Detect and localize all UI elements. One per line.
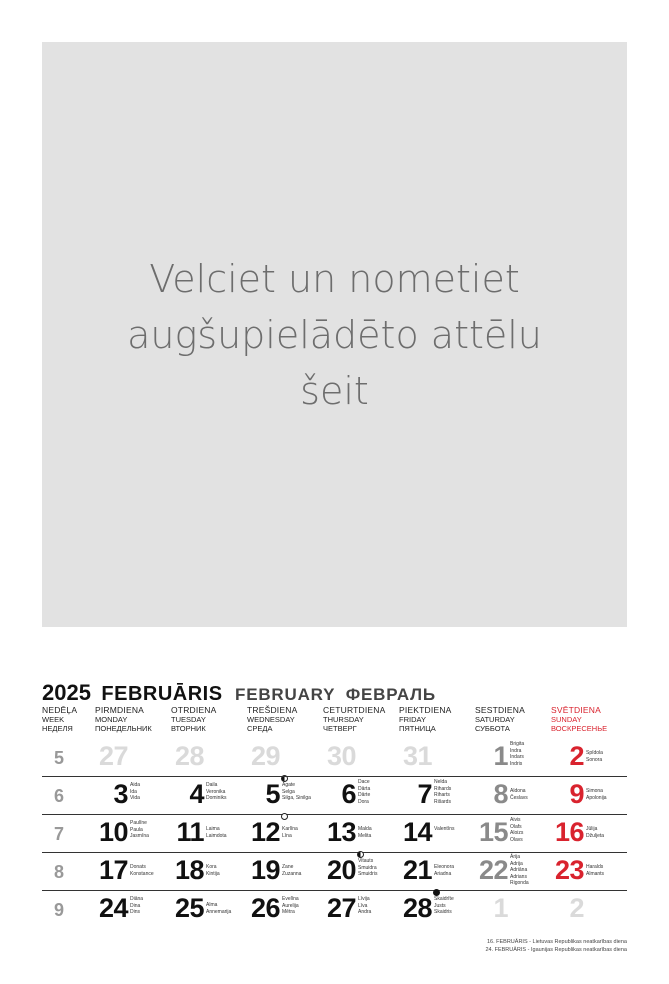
name-day: Andra [358, 909, 372, 915]
day-number: 28 [174, 741, 204, 771]
week-row [42, 852, 627, 890]
name-day: Kora [206, 864, 217, 870]
name-day: Adrians [510, 873, 527, 880]
footnote: 24. FEBRUĀRIS - Igaunijas Republikas neatkarības diena [485, 947, 627, 953]
name-day: Haralds [586, 864, 604, 870]
header-en: SATURDAY [475, 715, 515, 724]
day-number: 20 [326, 855, 356, 885]
day-number: 13 [326, 817, 356, 847]
name-day: Dins [130, 909, 141, 915]
name-day: Olavs [510, 836, 523, 843]
name-day: Rihards [434, 785, 452, 792]
header-en: FRIDAY [399, 715, 426, 724]
name-day: Laima [206, 826, 220, 832]
name-day: Ariadna [434, 870, 452, 877]
name-day: Rigonda [510, 880, 529, 886]
name-day: Līva [358, 902, 368, 909]
day-number: 9 [569, 779, 584, 809]
day-number: 18 [174, 855, 204, 885]
day-number: 15 [478, 817, 508, 847]
column-header [247, 706, 297, 733]
week-number: 8 [54, 862, 65, 882]
name-day: Česlavs [510, 794, 528, 801]
name-day: Laimdota [206, 832, 227, 839]
header-en: MONDAY [95, 715, 128, 724]
name-day: Malda [358, 826, 372, 832]
column-header [399, 706, 452, 733]
header-lv: OTRDIENA [171, 705, 217, 715]
name-day: Dina [130, 902, 141, 909]
name-day: Aloizs [510, 830, 524, 836]
day-number: 27 [98, 741, 128, 771]
name-day: Kintija [206, 870, 220, 877]
name-day: Annemarija [206, 908, 232, 915]
name-day: Dārta [358, 785, 371, 792]
photo-drop-zone[interactable] [42, 42, 627, 627]
name-day: Almants [586, 870, 605, 877]
day-cell[interactable] [42, 852, 605, 890]
name-day: Aivis [510, 817, 521, 823]
column-header [95, 706, 152, 733]
day-number: 5 [265, 779, 280, 809]
day-number: 12 [250, 817, 280, 847]
name-day: Aurelija [282, 902, 299, 909]
day-cell[interactable] [42, 776, 607, 814]
header-lv: CETURTDIENA [323, 705, 386, 715]
week-row [42, 738, 627, 776]
name-day: Valentīns [434, 826, 455, 832]
name-day: Smuidra [358, 864, 377, 871]
name-day: Justs [434, 902, 446, 909]
day-number: 26 [250, 893, 280, 923]
header-ru: ПОНЕДЕЛЬНИК [95, 724, 152, 733]
name-day: Skaidrīte [434, 896, 454, 902]
name-day: Jasmīna [130, 833, 149, 839]
name-day: Līna [282, 832, 292, 839]
name-day: Indars [510, 754, 524, 760]
name-day: Līvija [358, 896, 370, 902]
header-lv: PIEKTDIENA [399, 705, 452, 715]
name-day: Eleonora [434, 864, 455, 870]
day-number: 11 [176, 817, 204, 847]
title-month-ru: ФЕВРАЛЬ [345, 685, 436, 704]
day-number: 17 [98, 855, 128, 885]
week-number: 5 [54, 748, 65, 768]
header-ru: ЧЕТВЕРГ [323, 724, 357, 733]
week-row [42, 776, 627, 814]
day-number: 4 [189, 779, 204, 809]
name-day: Simona [586, 788, 603, 794]
column-header [42, 706, 77, 733]
day-cell[interactable] [42, 890, 584, 928]
day-number: 1 [493, 893, 508, 923]
week-row [42, 890, 627, 928]
week-row [42, 814, 627, 852]
header-ru: НЕДЕЛЯ [42, 724, 73, 733]
title-year: 2025 [42, 680, 91, 705]
name-day: Melita [358, 832, 372, 839]
name-day: Riharts [434, 792, 450, 798]
day-number: 19 [250, 855, 280, 885]
name-day: Skaidris [434, 909, 452, 915]
day-number: 23 [554, 855, 584, 885]
day-number: 2 [569, 741, 584, 771]
day-number: 27 [326, 893, 356, 923]
header-ru: ВТОРНИК [171, 724, 206, 733]
day-number: 30 [326, 741, 356, 771]
name-day-list [586, 864, 604, 877]
name-day: Paula [130, 826, 143, 833]
name-day: Ārija [510, 854, 521, 860]
name-day: Zuzanna [282, 870, 302, 877]
day-number: 22 [478, 855, 508, 885]
header-en: SUNDAY [551, 715, 582, 724]
title-month-lv: FEBRUĀRIS [101, 683, 223, 705]
day-number: 24 [98, 893, 128, 923]
drop-zone-label: Velciet un nometiet augšupielādēto attēlu šeit [127, 256, 542, 413]
name-day: Vida [130, 795, 140, 801]
name-day: Smuidris [358, 871, 378, 877]
column-header [171, 706, 217, 733]
day-number: 29 [250, 741, 280, 771]
day-number: 25 [174, 893, 204, 923]
day-number: 10 [98, 817, 128, 847]
header-ru: ПЯТНИЦА [399, 724, 436, 733]
name-day: Aida [130, 782, 141, 788]
column-header [475, 706, 525, 733]
name-day: Paulīne [130, 820, 147, 826]
day-number: 16 [554, 817, 584, 847]
column-header [323, 706, 386, 733]
name-day: Aldona [510, 788, 526, 794]
name-day: Diāna [130, 896, 144, 902]
day-number: 14 [402, 817, 432, 847]
day-number: 21 [402, 855, 432, 885]
name-day-list [586, 750, 603, 763]
header-lv: PIRMDIENA [95, 705, 145, 715]
column-header [551, 706, 607, 733]
footnote: 16. FEBRUĀRIS - Lietuvas Republikas neatkarības diena [486, 939, 627, 945]
name-day: Ida [130, 788, 137, 795]
header-lv: SESTDIENA [475, 705, 525, 715]
day-number: 7 [417, 779, 432, 809]
name-day: Daila [206, 782, 218, 788]
name-day: Olafs [510, 823, 522, 830]
week-number: 9 [54, 900, 65, 920]
header-ru: СУББОТА [475, 724, 510, 733]
header-lv: SVĒTDIENA [551, 705, 601, 715]
name-day: Vitauts [358, 858, 374, 864]
week-number: 6 [54, 786, 65, 806]
name-day: Adrija [510, 860, 523, 867]
header-lv: TREŠDIENA [247, 705, 298, 715]
name-day: Evelīna [282, 896, 299, 902]
header-en: WEEK [42, 715, 65, 724]
name-day: Dārte [358, 792, 371, 798]
name-day: Sonora [586, 756, 603, 763]
name-day: Agate [282, 782, 296, 788]
title-month-en: FEBRUARY [235, 685, 336, 704]
header-ru: СРЕДА [247, 724, 273, 733]
name-day: Nelda [434, 779, 448, 785]
name-day: Dominiks [206, 795, 227, 801]
day-number: 8 [493, 779, 508, 809]
name-day-list [586, 826, 604, 839]
name-day: Zane [282, 864, 294, 870]
name-day: Selga [282, 788, 295, 795]
week-divider [42, 776, 627, 777]
name-day: Donats [130, 864, 146, 870]
day-number: 3 [113, 779, 128, 809]
day-number: 1 [493, 741, 508, 771]
day-number: 28 [402, 893, 432, 923]
name-day: Džuljeta [586, 832, 605, 839]
name-day: Spīdola [586, 750, 603, 756]
name-day: Indra [510, 747, 522, 754]
name-day: Karlīna [282, 826, 298, 832]
name-day: Brigita [510, 741, 525, 747]
name-day: Mētra [282, 909, 295, 915]
header-lv: NEDĒĻA [42, 705, 78, 715]
day-cell[interactable] [42, 814, 605, 852]
header-en: WEDNESDAY [247, 715, 295, 724]
name-day: Dora [358, 798, 369, 805]
week-number: 7 [54, 824, 65, 844]
name-day: Jūlija [586, 826, 598, 832]
name-day: Silga, Sinilga [282, 795, 311, 801]
day-number: 6 [341, 779, 356, 809]
day-number: 31 [402, 741, 432, 771]
day-cell[interactable] [42, 738, 603, 776]
header-ru: ВОСКРЕСЕНЬЕ [551, 724, 608, 733]
header-en: TUESDAY [171, 715, 206, 724]
name-day: Konstance [130, 870, 154, 877]
name-day-list [586, 788, 607, 801]
name-day: Indris [510, 760, 523, 767]
name-day: Dace [358, 779, 370, 785]
calendar-title [42, 680, 436, 706]
name-day: Adriāna [510, 867, 528, 873]
name-day: Rišards [434, 798, 451, 805]
header-en: THURSDAY [323, 715, 364, 724]
name-day: Alma [206, 902, 218, 908]
day-number: 2 [569, 893, 584, 923]
name-day: Apolonija [586, 794, 607, 801]
name-day: Veronika [206, 788, 226, 795]
